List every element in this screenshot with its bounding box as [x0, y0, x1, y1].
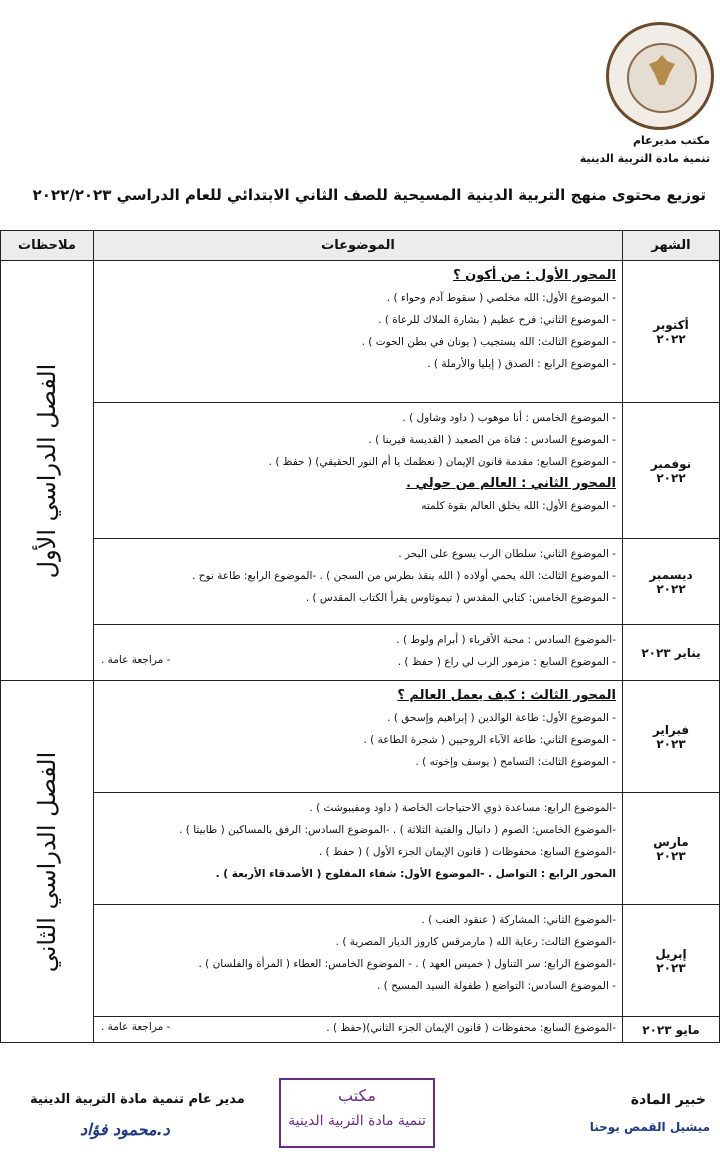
topic-line: -الموضوع السادس : محبة الأقرباء ( أبرام ولوط ) .	[396, 634, 616, 646]
topic-line: - الموضوع الثالث: الله يستجيب ( يونان في بطن الحوت ) .	[361, 336, 616, 348]
topic-line: - الموضوع الثاني: فرح عظيم ( بشارة الملاك للرعاة ) .	[378, 314, 616, 326]
topic-line: - الموضوع الثاني: طاعة الآباء الروحيين ( شجرة الطاعة ) .	[363, 734, 616, 746]
topic-line: - الموضوع السابع : مزمور الرب لي راع ( حفظ ) .	[397, 656, 616, 668]
ministry-logo	[606, 22, 714, 130]
topics-january	[93, 625, 623, 681]
column-header-topics: الموضوعات	[93, 231, 623, 261]
topic-line: -الموضوع السابع: محفوظات ( قانون الإيمان الجزء الثاني)(حفظ ) .	[326, 1022, 616, 1034]
month-may: مايو ٢٠٢٣	[642, 1022, 700, 1037]
topics-november	[93, 403, 623, 539]
review-note-may: - مراجعة عامة .	[101, 1021, 171, 1033]
axis-title: المحور الثاني : العالم من حولي .	[406, 476, 616, 491]
topic-line: -الموضوع الثالث: رعاية الله ( مارمرقس كاروز الديار المصرية ) .	[335, 936, 616, 948]
month-october: أكتوبر ٢٠٢٢	[623, 261, 719, 403]
month-march: مارس ٢٠٢٣	[623, 793, 719, 905]
office-line-2: تنمية مادة التربية الدينية	[579, 152, 710, 165]
topic-line: - الموضوع الثالث: التسامح ( يوسف وإخوته ) .	[415, 756, 616, 768]
month-january: يناير ٢٠٢٣	[623, 625, 719, 681]
topics-march	[93, 793, 623, 905]
topic-line: -الموضوع السابع: محفوظات ( قانون الإيمان الجزء الأول ) ( حفظ ) .	[318, 846, 616, 858]
topics-april	[93, 905, 623, 1017]
topics-october	[93, 261, 623, 403]
topic-line: -الموضوع الرابع: مساعدة ذوي الاحتياجات الخاصة ( داود ومفيبوشث ) .	[309, 802, 616, 814]
review-note-january: - مراجعة عامة .	[101, 654, 171, 666]
office-line-1: مكتب مديرعام	[632, 134, 710, 147]
curriculum-table	[0, 230, 720, 1043]
topic-line: -الموضوع الخامس: الصوم ( دانيال والفتية الثلاثة ) . -الموضوع السادس: الرفق بالمساكين ( طابيثا ) .	[179, 824, 616, 836]
topics-december	[93, 539, 623, 625]
page-title: توزيع محتوى منهج التربية الدينية المسيحية للصف الثاني الابتدائي للعام الدراسي ٢٠٢٢/٢٠٢٣	[32, 186, 706, 204]
axis-title: المحور الأول : من أكون ؟	[453, 268, 616, 283]
month-december: ديسمبر ٢٠٢٢	[623, 539, 719, 625]
topic-line: - الموضوع الرابع : الصدق ( إيليا والأرملة ) .	[427, 358, 616, 370]
footer-right-title: خبير المادة	[630, 1092, 706, 1108]
topic-line: - الموضوع السادس: التواضع ( طفولة السيد المسيح ) .	[376, 980, 616, 992]
office-stamp: مكتب تنمية مادة التربية الدينية	[279, 1078, 435, 1148]
topic-line: -الموضوع الثاني: المشاركة ( عنقود العنب ) .	[421, 914, 616, 926]
topic-line: - الموضوع السادس : فتاة من الصعيد ( القديسة فيرينا ) .	[368, 434, 616, 446]
footer-left-title: مدير عام تنمية مادة التربية الدينية	[30, 1092, 245, 1107]
topic-line: - الموضوع الخامس : أنا موهوب ( داود وشاول ) .	[402, 412, 616, 424]
director-signature: د.محمود فؤاد	[80, 1120, 170, 1139]
topic-line: - الموضوع الأول: طاعة الوالدين ( إبراهيم وإسحق ) .	[387, 712, 616, 724]
axis-title: المحور الرابع : التواصل . -الموضوع الأول: شفاء المفلوج ( الأصدقاء الأربعة ) .	[215, 868, 616, 880]
topic-line: - الموضوع الأول: الله يخلق العالم بقوة كلمته	[421, 500, 616, 512]
topics-may	[93, 1017, 623, 1042]
month-november: نوفمبر ٢٠٢٢	[623, 403, 719, 539]
expert-name: ميشيل القمص يوحنا	[589, 1120, 710, 1134]
topic-line: - الموضوع الخامس: كتابي المقدس ( تيموثاوس يقرأ الكتاب المقدس ) .	[305, 592, 616, 604]
semester-first: الفصل الدراسي الأول	[1, 261, 93, 681]
column-header-notes: ملاحظات	[1, 231, 93, 261]
topic-line: -الموضوع الرابع: سر التناول ( خميس العهد ) . - الموضوع الخامس: العطاء ( المرأة والفلسان ) .	[198, 958, 616, 970]
axis-title: المحور الثالث : كيف يعمل العالم ؟	[397, 688, 616, 703]
topic-line: - الموضوع السابع: مقدمة قانون الإيمان ( نعظمك يا أم النور الحقيقي) ( حفظ ) .	[268, 456, 616, 468]
topic-line: - الموضوع الثاني: سلطان الرب يسوع على البحر .	[398, 548, 616, 560]
topic-line: - الموضوع الأول: الله مخلصي ( سقوط آدم وحواء ) .	[386, 292, 616, 304]
topics-february	[93, 681, 623, 793]
semester-second: الفصل الدراسي الثاني	[33, 751, 61, 972]
topic-line: - الموضوع الثالث: الله يحمي أولاده ( الله ينقذ بطرس من السجن ) . -الموضوع الرابع: طاعة نوح .	[192, 570, 616, 582]
column-header-month: الشهر	[623, 231, 719, 261]
month-april: إبريل ٢٠٢٣	[623, 905, 719, 1017]
month-february: فبراير ٢٠٢٣	[623, 681, 719, 793]
